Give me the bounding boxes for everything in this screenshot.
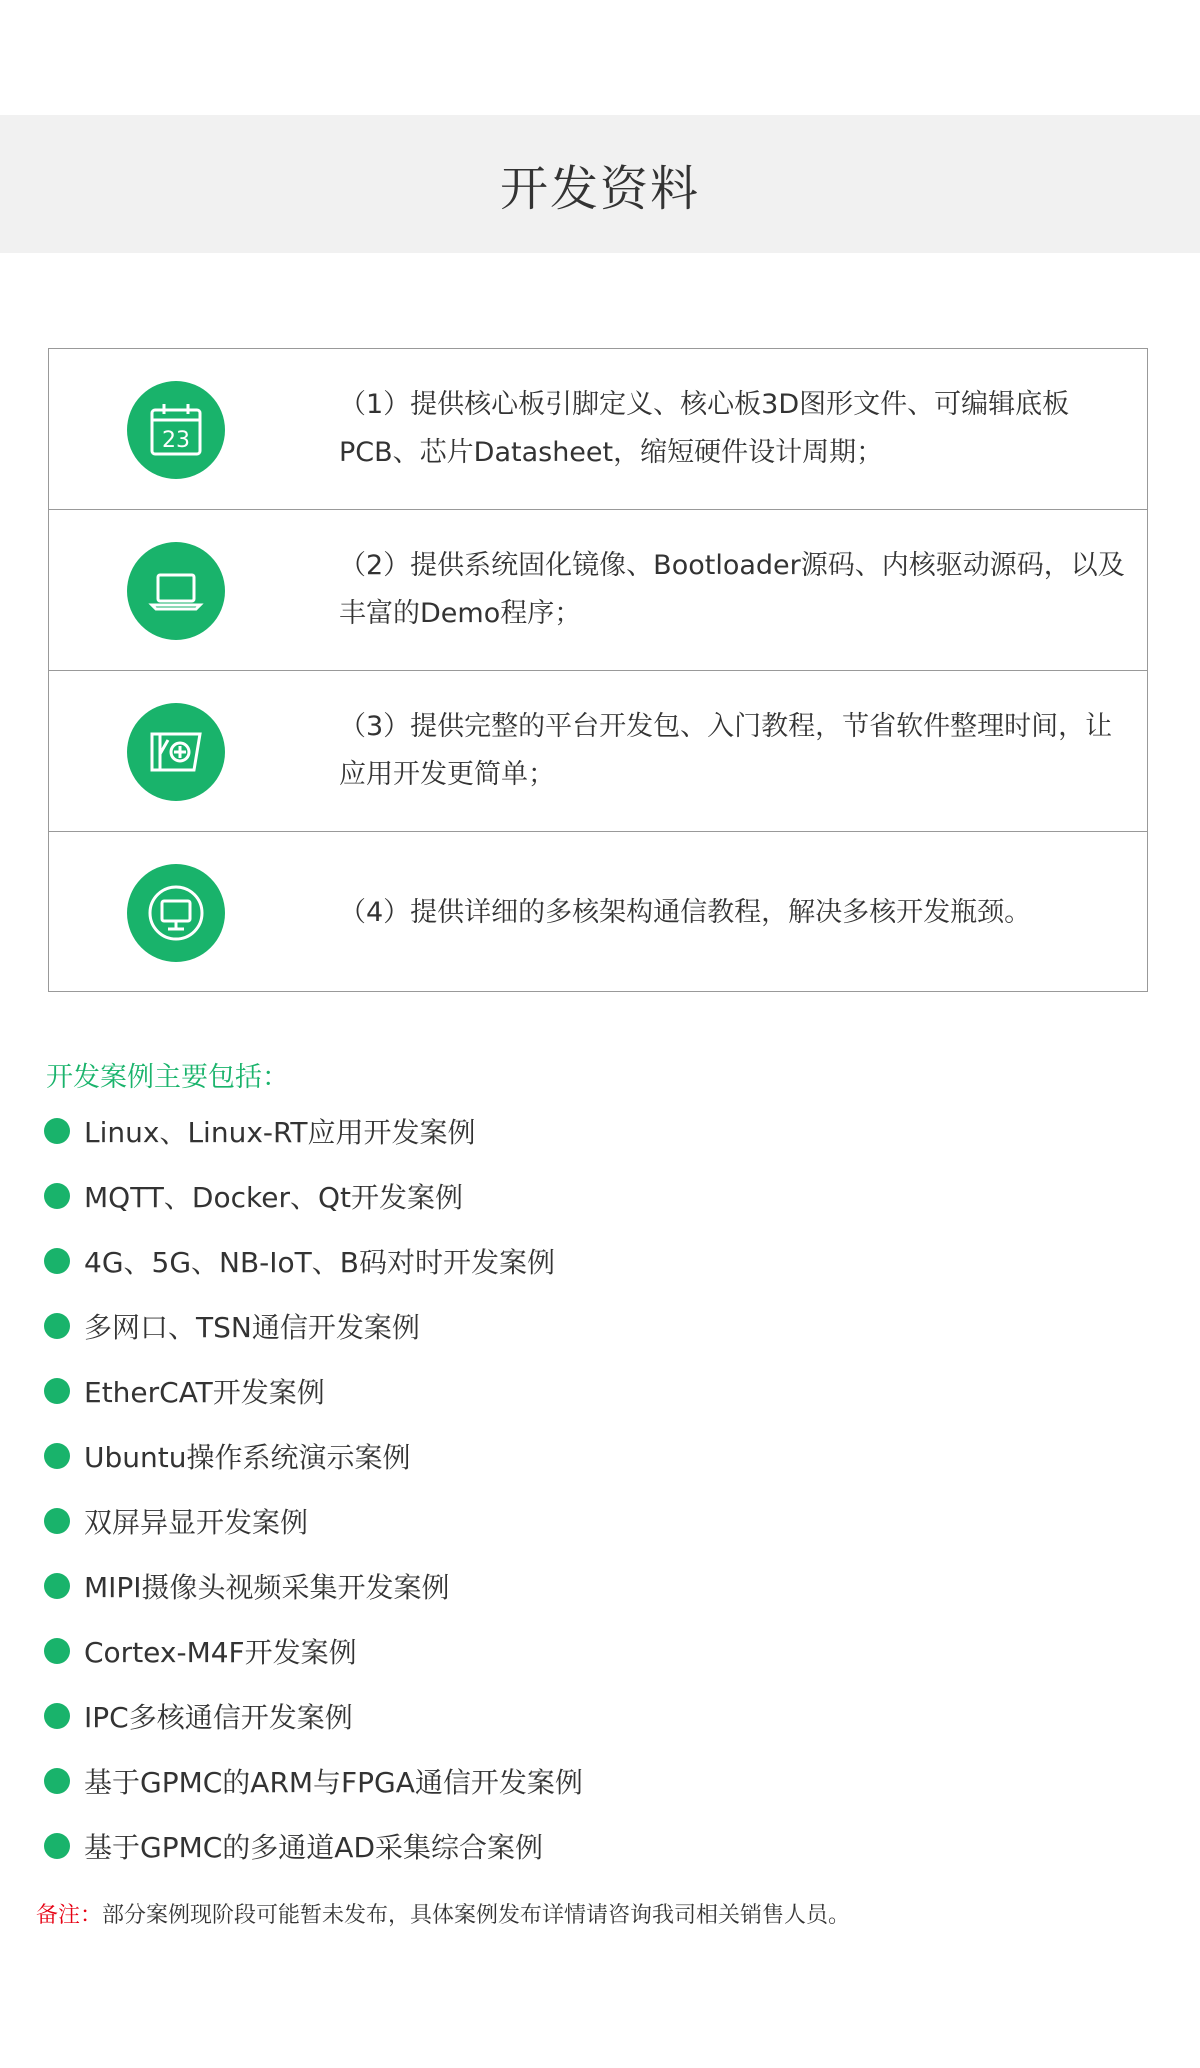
bullet-dot-icon (44, 1768, 70, 1794)
note (36, 1898, 850, 1929)
feature-text: （3）提供完整的平台开发包、入门教程，节省软件整理时间，让应用开发更简单； (339, 711, 1113, 790)
note-label: 备注： (36, 1903, 103, 1928)
list-item: EtherCAT开发案例 (44, 1358, 1144, 1423)
page-title: 开发资料 (499, 160, 700, 217)
calendar-icon (127, 381, 225, 479)
cases-heading: 开发案例主要包括： (46, 1062, 289, 1093)
calendar-date: 23 (162, 428, 190, 453)
bullet-dot-icon (44, 1378, 70, 1404)
monitor-icon (127, 864, 225, 962)
board-icon (127, 703, 225, 801)
list-item: 多网口、TSN通信开发案例 (44, 1293, 1144, 1358)
list-item: MQTT、Docker、Qt开发案例 (44, 1163, 1144, 1228)
list-item: Cortex-M4F开发案例 (44, 1618, 1144, 1683)
list-item: Ubuntu操作系统演示案例 (44, 1423, 1144, 1488)
laptop-icon (127, 542, 225, 640)
feature-row (49, 349, 1147, 510)
bullet-dot-icon (44, 1703, 70, 1729)
feature-text: （2）提供系统固化镜像、Bootloader源码、内核驱动源码，以及丰富的Demo程序； (339, 550, 1125, 629)
list-item: 4G、5G、NB-IoT、B码对时开发案例 (44, 1228, 1144, 1293)
bullet-dot-icon (44, 1313, 70, 1339)
feature-row (49, 832, 1147, 993)
header-band (0, 115, 1200, 253)
feature-row (49, 510, 1147, 671)
bullet-dot-icon (44, 1248, 70, 1274)
bullet-dot-icon (44, 1118, 70, 1144)
case-list (44, 1098, 1144, 1878)
note-text: 部分案例现阶段可能暂未发布，具体案例发布详情请咨询我司相关销售人员。 (102, 1903, 851, 1928)
list-item: 基于GPMC的多通道AD采集综合案例 (44, 1813, 1144, 1878)
feature-table (48, 348, 1148, 992)
list-item: IPC多核通信开发案例 (44, 1683, 1144, 1748)
list-item: 基于GPMC的ARM与FPGA通信开发案例 (44, 1748, 1144, 1813)
feature-row (49, 671, 1147, 832)
bullet-dot-icon (44, 1443, 70, 1469)
feature-text: （4）提供详细的多核架构通信教程，解决多核开发瓶颈。 (339, 896, 1032, 928)
list-item: Linux、Linux-RT应用开发案例 (44, 1098, 1144, 1163)
bullet-dot-icon (44, 1183, 70, 1209)
list-item: MIPI摄像头视频采集开发案例 (44, 1553, 1144, 1618)
feature-text: （1）提供核心板引脚定义、核心板3D图形文件、可编辑底板PCB、芯片Datasheet，缩短硬件设计周期； (339, 389, 1070, 468)
list-item: 双屏异显开发案例 (44, 1488, 1144, 1553)
bullet-dot-icon (44, 1638, 70, 1664)
bullet-dot-icon (44, 1573, 70, 1599)
bullet-dot-icon (44, 1508, 70, 1534)
bullet-dot-icon (44, 1833, 70, 1859)
